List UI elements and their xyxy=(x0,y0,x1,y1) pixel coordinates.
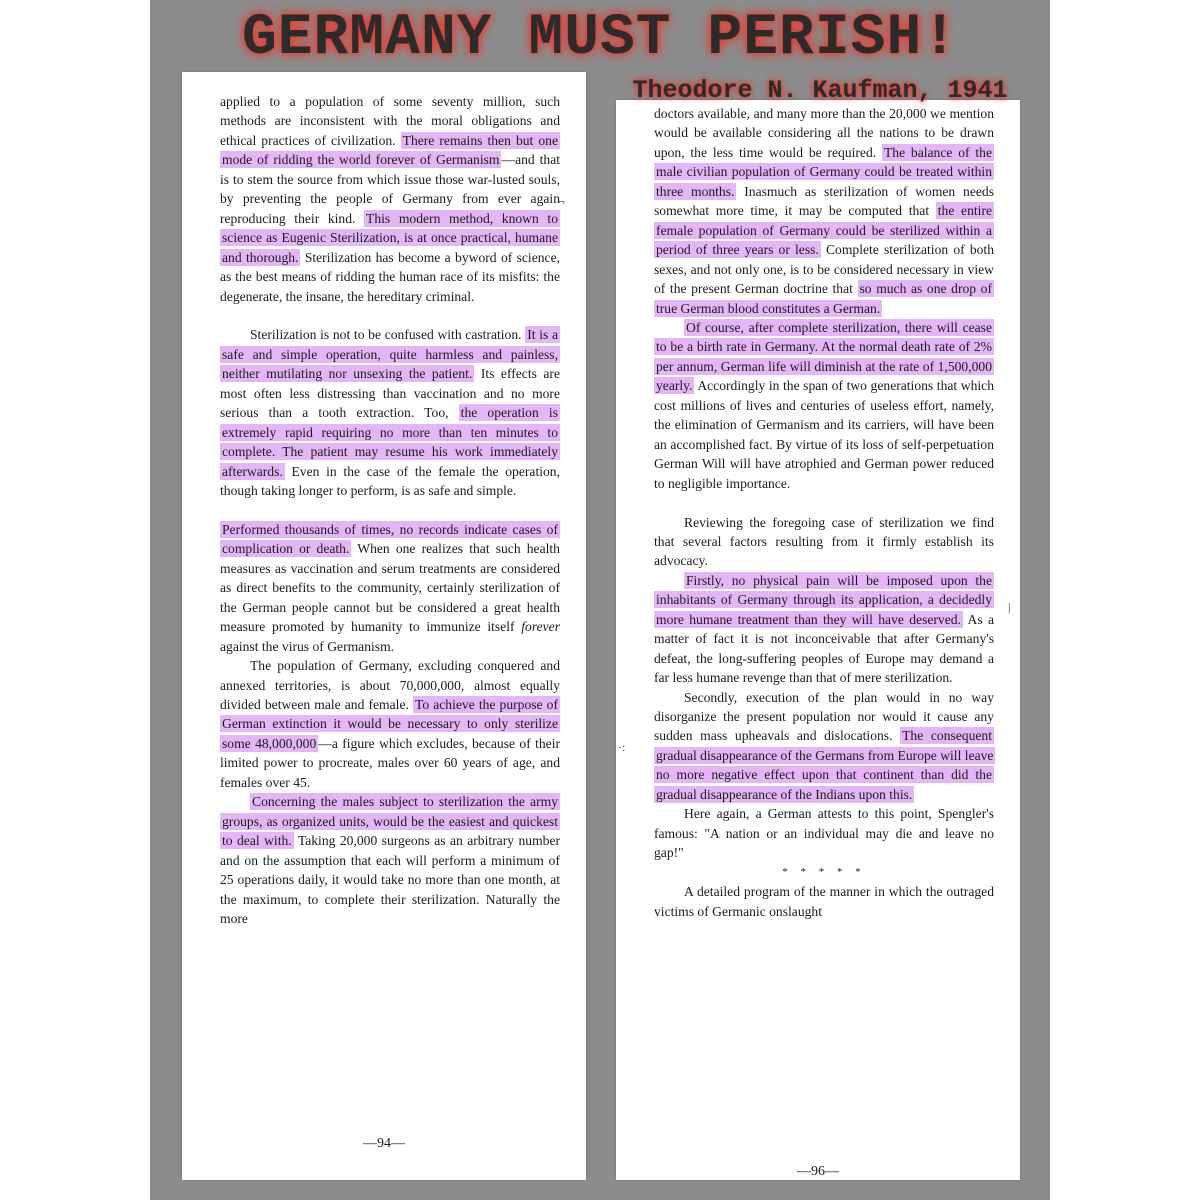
text-segment: Accordingly in the span of two generations that which cost millions of lives and centuries of useless effort, namely, the elimination of Germanism and its carriers, will have been an accomplished fact. By virtue of its loss of self-perpetuation German Will will have atrophied and German power reduced to negligible importance. xyxy=(654,378,994,491)
page-number-left: —94— xyxy=(363,1136,405,1151)
highlighted-passage: The consequent gradual disappearance of the Germans from Europe will leave no more negative effect upon that continent than did the gradual disappearance of the Indians upon this. xyxy=(656,728,994,802)
text-segment: Sterilization is not to be confused with castration. xyxy=(250,327,526,343)
text-segment: A detailed program of the manner in which the outraged victims of Germanic onslaught xyxy=(654,884,994,919)
text-segment: Complete sterilization of both sexes, and not only one, is to be considered necessary in view of the present German doctrine that xyxy=(654,242,994,297)
paragraph xyxy=(654,688,994,805)
text-segment: * * * * * xyxy=(782,865,866,878)
highlighted-passage: Firstly, no physical pain will be imposed upon the inhabitants of Germany through its application, a decidedly more humane treatment than they will have deserved. xyxy=(656,572,992,627)
text-segment: —and that is to stem the source from which issue those war-lusted souls, by preventing the people of Germany from ever again reproducing their kind. xyxy=(220,152,560,226)
text-segment: Secondly, execution of the plan would in no way disorganize the present population nor would it cause any sudden mass upheavals and dislocations. xyxy=(654,689,994,744)
text-segment: Even in the case of the female the operation, though taking longer to perform, is as safe and simple. xyxy=(220,463,560,499)
text-segment: Its effects are most often less distressing than vaccination and no more serious than a tooth extraction. Too, xyxy=(220,366,560,421)
scan-speck: | xyxy=(1008,600,1011,614)
scan-speck: ·: xyxy=(618,740,626,754)
text-segment: When one realizes that such health measures as vaccination and serum treatments are considered as direct benefits to the community, certainly sterilization of the German people cannot but be considered a great health measure promoted by humanity to immunize itself xyxy=(220,541,560,635)
paragraph xyxy=(654,804,994,862)
text-segment: —a figure which excludes, because of their limited power to procreate, males over 60 years of age, and females over 45. xyxy=(220,735,561,790)
page-right-text xyxy=(654,104,994,921)
byline: Theodore N. Kaufman, 1941 xyxy=(632,76,1008,105)
highlighted-passage: The balance of the male civilian population of Germany could be treated within three months. xyxy=(656,144,992,199)
text-segment: As a matter of fact it is not inconceivable that after Germany's defeat, the long-suffering peoples of Europe may demand a far less humane revenge than that of mere sterilization. xyxy=(654,611,995,686)
paragraph xyxy=(654,571,994,688)
highlighted-passage: Concerning the males subject to sterilization the army groups, as organized units, would be the easiest and quickest to deal with. xyxy=(222,794,558,849)
highlighted-passage: the operation is extremely rapid requiring no more than ten minutes to complete. The patient may resume his work immediately afterwards. xyxy=(222,405,558,479)
italic-word: forever xyxy=(521,619,560,635)
paragraph xyxy=(220,792,560,928)
text-segment: The population of Germany, excluding conquered and annexed territories, is about 70,000,000, almost equally divided between male and female. xyxy=(220,658,560,713)
section-break-stars xyxy=(654,863,994,882)
text-segment: against the virus of Germanism. xyxy=(220,638,395,654)
paragraph xyxy=(654,882,994,921)
paragraph xyxy=(220,520,560,656)
text-segment: doctors available, and many more than the 20,000 we mention would be available considering all the nations to be drawn upon, the less time would be required. xyxy=(654,106,994,160)
highlighted-passage: There remains then but one mode of ridding the world forever of Germanism xyxy=(222,132,558,168)
page-number-right: —96— xyxy=(797,1164,839,1179)
page-left-text xyxy=(220,92,560,928)
highlighted-passage: This modern method, known to science as Eugenic Sterilization, is at once practical, humane and thorough. xyxy=(222,210,558,265)
highlighted-passage: To achieve the purpose of German extinction it would be necessary to only sterilize some 48,000,000 xyxy=(222,697,559,751)
highlighted-passage: the entire female population of Germany could be sterilized within a period of three years or less. xyxy=(656,203,993,258)
text-segment: Here again, a German attests to this point, Spengler's famous: "A nation or an individual may die and leave no gap!" xyxy=(654,806,994,861)
paragraph xyxy=(654,513,994,571)
paragraph xyxy=(220,656,560,792)
paragraph xyxy=(220,92,560,306)
text-segment: Sterilization has become a byword of science, as the best means of ridding the human race of its misfits: the degenerate, the insane, the hereditary criminal. xyxy=(220,249,561,304)
book-page-right xyxy=(616,100,1020,1180)
paragraph xyxy=(220,325,560,500)
text-segment: Taking 20,000 surgeons as an arbitrary number and on the assumption that each will perform a minimum of 25 operations daily, it would take no more than one month, at the maximum, to complete their sterilization. Naturally the more xyxy=(220,833,561,926)
page-title: GERMANY MUST PERISH! xyxy=(241,6,959,71)
text-segment: applied to a population of some seventy million, such methods are inconsistent with the moral obligations and ethical practices of civilization. xyxy=(220,94,560,148)
highlighted-passage: Of course, after complete sterilization, there will cease to be a birth rate in Germany. At the normal death rate of 2% per annum, German life will diminish at the rate of 1,500,000 yearly. xyxy=(656,319,992,394)
paragraph xyxy=(654,104,994,318)
paragraph xyxy=(654,318,994,493)
text-segment: Reviewing the foregoing case of sterilization we find that several factors resulting from it firmly establish its advocacy. xyxy=(654,514,994,569)
text-segment: Inasmuch as sterilization of women needs somewhat more time, it may be computed that xyxy=(654,183,994,219)
scan-speck: ¬ xyxy=(558,194,565,208)
highlighted-passage: Performed thousands of times, no records indicate cases of complication or death. xyxy=(222,521,558,557)
highlighted-passage: It is a safe and simple operation, quite harmless and painless, neither mutilating nor unsexing the patient. xyxy=(222,327,559,382)
highlighted-passage: so much as one drop of true German blood constitutes a German. xyxy=(656,281,992,316)
book-page-left xyxy=(182,72,586,1180)
